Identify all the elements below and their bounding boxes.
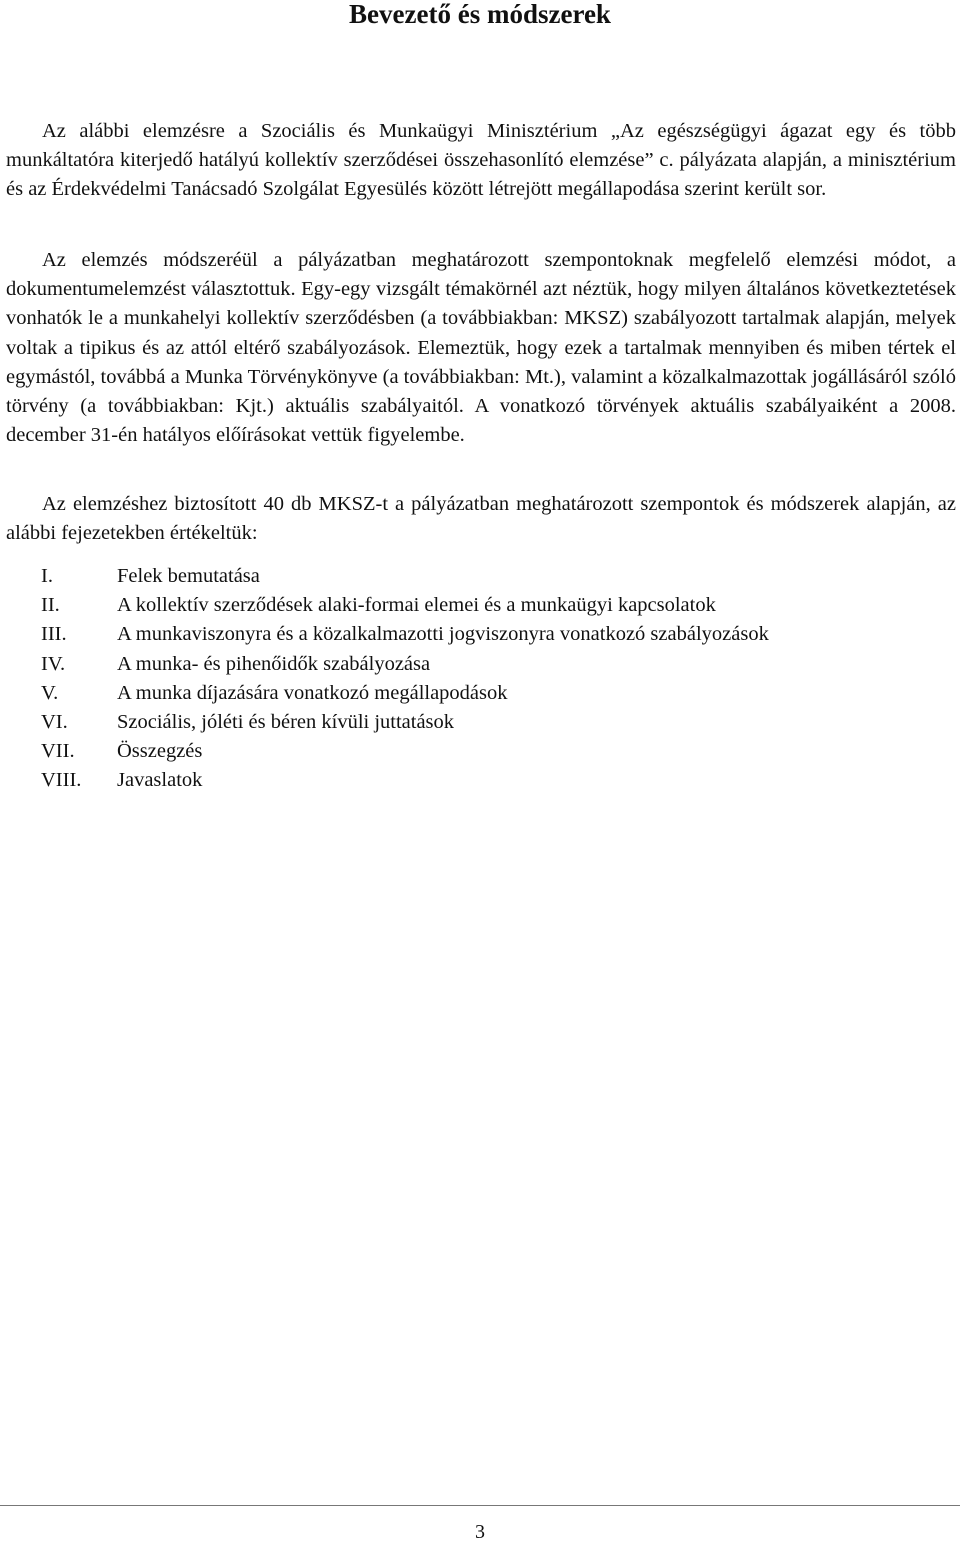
chapter-list [41,562,769,796]
chapter-label: Összegzés [117,740,203,763]
page-number: 3 [475,1521,485,1543]
chapter-label: A munka díjazására vonatkozó megállapodások [117,681,508,704]
list-item [41,562,769,591]
list-item [41,708,769,737]
chapter-number: VII. [41,740,75,763]
chapter-number: V. [41,681,59,704]
list-item [41,679,769,708]
chapter-label: A munkaviszonyra és a közalkalmazotti jogviszonyra vonatkozó szabályozások [117,623,769,646]
intro-paragraph: Az alábbi elemzésre a Szociális és Munkaügyi Minisztérium „Az egészségügyi ágazat egy és több munkáltatóra kiterjedő hatályú kollektív szerződései összehasonlító elemzése” c. pályázata alapján, a minisztérium és az Érdekvédelmi Tanácsadó Szolgálat Egyesülés között létrejött megállapodása szerint került sor. [6,120,956,201]
list-item [41,766,769,795]
chapter-number: I. [41,565,53,587]
chapter-number: II. [41,594,60,617]
chapter-number: VIII. [41,769,82,792]
list-item [41,591,769,620]
chapter-number: IV. [41,652,66,675]
chapter-label: Felek bemutatása [117,565,260,587]
method-paragraph: Az elemzés módszeréül a pályázatban meghatározott szempontoknak megfelelő elemzési módot, a dokumentumelemzést választottuk. Egy-egy vizsgált témakörnél azt néztük, hogy milyen általános következtetések vonhatók le a munkahelyi kollektív szerződésben (a továbbiakban: MKSZ) szabályozott tartalmak alapján, melyek voltak a tipikus és az attól eltérő szabályozások. Elemeztük, hogy ezek a tartalmak mennyiben és miben tértek el egymástól, továbbá a Munka Törvénykönyve (a továbbiakban: Mt.), valamint a közalkalmazottak jogállásáról szóló törvény (a továbbiakban: Kjt.) aktuális szabályaitól. A vonatkozó törvények aktuális szabályaiként a 2008. december 31-én hatályos előírásokat vettük figyelembe. [6,249,956,447]
chapter-number: VI. [41,711,68,734]
page-title: Bevezető és módszerek [349,0,611,29]
chapter-label: Szociális, jóléti és béren kívüli juttatások [117,711,455,734]
list-item [41,737,769,766]
list-item [41,620,769,649]
footer-divider [0,1505,960,1506]
chapter-label: A munka- és pihenőidők szabályozása [117,652,431,675]
evaluation-paragraph: Az elemzéshez biztosított 40 db MKSZ-t a pályázatban meghatározott szempontok és módszerek alapján, az alábbi fejezetekben értékeltük: [6,493,956,545]
chapter-number: III. [41,623,67,646]
chapter-label: Javaslatok [117,769,203,792]
list-item [41,650,769,679]
chapter-label: A kollektív szerződések alaki-formai elemei és a munkaügyi kapcsolatok [117,594,716,617]
